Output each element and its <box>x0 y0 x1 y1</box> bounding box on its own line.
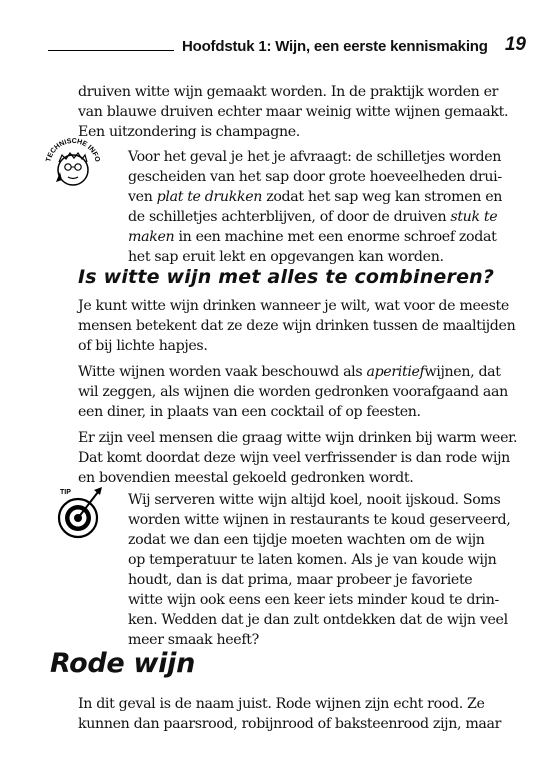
text-line: Een uitzondering is champagne. <box>78 124 300 140</box>
text-line: Er zijn veel mensen die graag witte wijn drinken bij warm weer. <box>78 430 518 446</box>
text-line: maken in een machine met een enorme schroef zodat <box>128 229 497 245</box>
text-line: worden witte wijnen in restaurants te koud geserveerd, <box>128 512 511 528</box>
text-line: wil zeggen, als wijnen die worden gedronken voorafgaand aan <box>78 384 508 400</box>
header-rule <box>48 50 174 51</box>
text-line: houdt, dan is dat prima, maar probeer je favoriete <box>128 572 473 588</box>
text-line: ken. Wedden dat je dan zult ontdekken dat de wijn veel <box>128 612 508 628</box>
paragraph-intro <box>78 82 509 142</box>
chapter-title: Hoofdstuk 1: Wijn, een eerste kennismaking <box>182 38 488 55</box>
section-heading: Is witte wijn met alles te combineren? <box>78 266 495 288</box>
paragraph <box>78 694 502 734</box>
paragraph <box>78 296 516 356</box>
text-line: zodat we dan een tijdje moeten wachten om de wijn <box>128 532 485 548</box>
text-line: meer smaak heeft? <box>128 632 259 648</box>
text-line: gescheiden van het sap door grote hoeveelheden drui- <box>128 169 502 185</box>
text-line: Witte wijnen worden vaak beschouwd als aperitiefwijnen, dat <box>78 364 501 380</box>
paragraph <box>78 428 518 488</box>
text-line: op temperatuur te laten komen. Als je van koude wijn <box>128 552 497 568</box>
tip-icon-label: TIP <box>60 489 71 496</box>
chapter-section-heading: Rode wijn <box>50 648 196 679</box>
tip-target-icon <box>52 484 108 540</box>
text-line: Dat komt doordat deze wijn veel verfrissender is dan rode wijn <box>78 450 510 466</box>
text-line: In dit geval is de naam juist. Rode wijnen zijn echt rood. Ze <box>78 696 485 712</box>
technical-info-icon <box>40 128 106 194</box>
page-number: 19 <box>504 34 526 55</box>
technical-info-text <box>128 147 503 267</box>
text-line: Wij serveren witte wijn altijd koel, nooit ijskoud. Soms <box>128 492 501 508</box>
text-line: of bij lichte hapjes. <box>78 338 208 354</box>
text-line: witte wijn ook eens een keer iets minder koud te drin- <box>128 592 499 608</box>
text-line: en bovendien meestal gekoeld gedronken wordt. <box>78 470 414 486</box>
text-line: de schilletjes achterblijven, of door de druiven stuk te <box>128 209 498 225</box>
paragraph <box>78 362 508 422</box>
text-line: een diner, in plaats van een cocktail of op feesten. <box>78 404 421 420</box>
text-line: kunnen dan paarsrood, robijnrood of baksteenrood zijn, maar <box>78 716 502 732</box>
text-line: Je kunt witte wijn drinken wanneer je wilt, wat voor de meeste <box>78 298 509 314</box>
text-line: druiven witte wijn gemaakt worden. In de praktijk worden er <box>78 84 499 100</box>
tip-text <box>128 490 511 650</box>
text-line: Voor het geval je het je afvraagt: de schilletjes worden <box>128 149 502 165</box>
running-header <box>48 34 530 60</box>
text-line: van blauwe druiven echter maar weinig witte wijnen gemaakt. <box>78 104 509 120</box>
text-line: ven plat te drukken zodat het sap weg kan stromen en <box>128 189 503 205</box>
text-line: het sap eruit lekt en opgevangen kan worden. <box>128 249 444 265</box>
text-line: mensen betekent dat ze deze wijn drinken tussen de maaltijden <box>78 318 516 334</box>
technical-info-icon-label: TECHNISCHE INFO <box>45 137 101 163</box>
